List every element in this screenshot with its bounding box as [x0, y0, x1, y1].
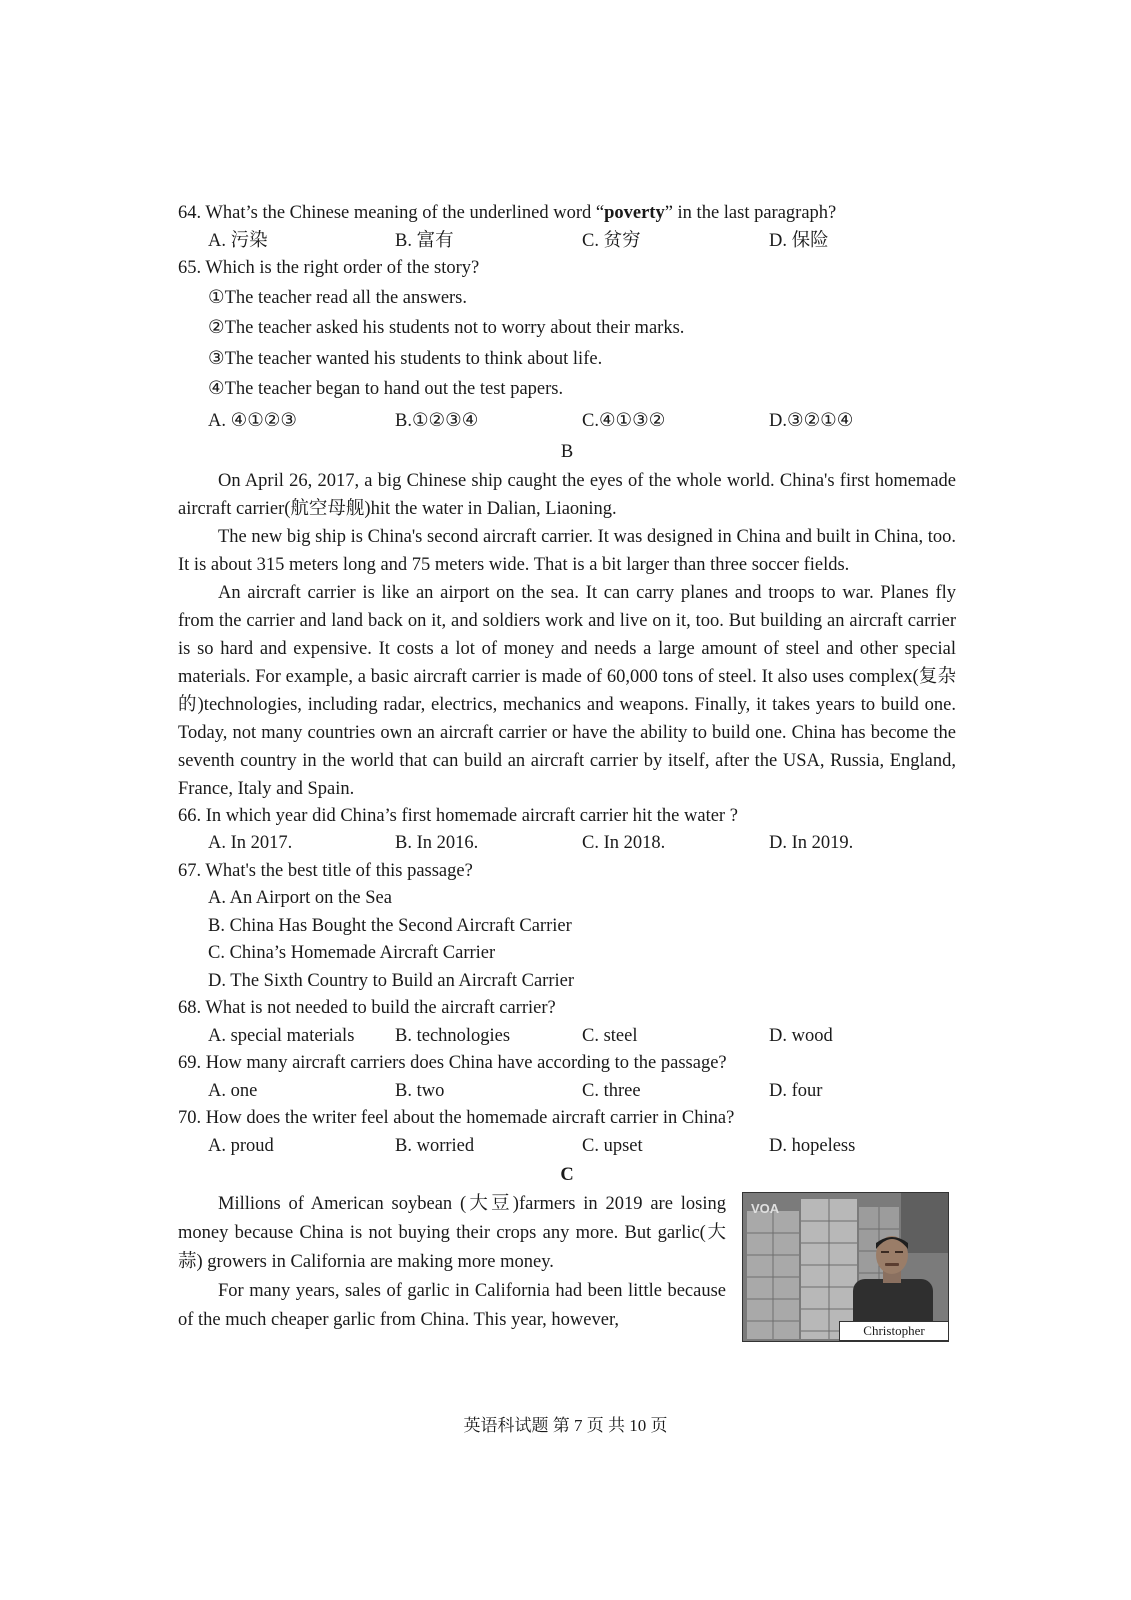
option-c[interactable]: C. In 2018. [582, 833, 666, 853]
exam-page [178, 200, 956, 1338]
option-a[interactable]: A. one [208, 1080, 258, 1101]
question-66: 66. In which year did China’s first homemade aircraft carrier hit the water ? [178, 805, 738, 826]
voa-logo: VOA [751, 1201, 780, 1216]
question-69-options [178, 1078, 956, 1106]
option-b[interactable]: B. China Has Bought the Second Aircraft Carrier [208, 915, 572, 936]
option-a[interactable]: A. 污染 [208, 230, 268, 251]
option-c[interactable]: C. China’s Homemade Aircraft Carrier [208, 943, 496, 963]
option-a[interactable]: A. In 2017. [208, 833, 293, 853]
question-67: 67. What's the best title of this passage? [178, 860, 473, 881]
option-a[interactable]: A. proud [208, 1135, 274, 1156]
list-item: ④The teacher began to hand out the test papers. [208, 379, 564, 399]
photo-caption: Christopher [839, 1321, 949, 1341]
option-a[interactable]: A. An Airport on the Sea [208, 888, 392, 908]
page-footer: 英语科试题 第 7 页 共 10 页 [463, 1416, 668, 1435]
option-d[interactable]: D. The Sixth Country to Build an Aircraft Carrier [208, 970, 574, 991]
option-d[interactable]: D.③②①④ [769, 410, 854, 431]
question-69: 69. How many aircraft carriers does China have according to the passage? [178, 1053, 727, 1073]
list-item: ②The teacher asked his students not to worry about their marks. [208, 318, 685, 338]
option-c[interactable]: C. steel [582, 1025, 638, 1046]
question-68-options [178, 1023, 956, 1051]
section-b-heading: B [560, 441, 574, 462]
option-b[interactable]: B. worried [395, 1135, 475, 1156]
option-b[interactable]: B.①②③④ [395, 410, 479, 431]
option-b[interactable]: B. 富有 [395, 230, 454, 251]
question-64: 64. What’s the Chinese meaning of the underlined word “poverty” in the last paragraph? [178, 203, 837, 223]
option-d[interactable]: D. 保险 [769, 230, 829, 251]
option-d[interactable]: D. four [769, 1080, 823, 1101]
option-b[interactable]: B. two [395, 1080, 445, 1101]
option-a[interactable]: A. ④①②③ [208, 410, 297, 431]
news-photo [742, 1192, 949, 1342]
question-67-options [178, 885, 956, 995]
section-c-heading: C [560, 1165, 574, 1185]
option-c[interactable]: C. three [582, 1080, 641, 1101]
question-65: 65. Which is the right order of the story? [178, 258, 480, 278]
option-a[interactable]: A. special materials [208, 1025, 355, 1046]
question-66-options [178, 830, 956, 858]
question-64-options [178, 228, 956, 256]
question-70-options [178, 1133, 956, 1161]
passage-paragraph: On April 26, 2017, a big Chinese ship caught the eyes of the whole world. China's first homemade aircraft carrier(航空母舰)hit the water in Dalian, Liaoning. [178, 470, 956, 519]
option-d[interactable]: D. hopeless [769, 1135, 856, 1156]
question-65-items [178, 283, 956, 405]
option-c[interactable]: C.④①③② [582, 410, 666, 431]
section-c-body [178, 1190, 956, 1338]
list-item: ①The teacher read all the answers. [208, 287, 468, 308]
underlined-word: poverty [604, 203, 665, 223]
option-d[interactable]: D. wood [769, 1025, 833, 1046]
passage-paragraph: For many years, sales of garlic in California had been little because of the much cheaper garlic from China. This year, however, [178, 1281, 726, 1330]
option-b[interactable]: B. In 2016. [395, 833, 479, 853]
passage-paragraph: The new big ship is China's second aircraft carrier. It was designed in China and built in China, too. It is about 315 meters long and 75 meters wide. That is a bit larger than three soccer fields. [178, 526, 956, 575]
question-65-options [178, 405, 956, 437]
option-b[interactable]: B. technologies [395, 1025, 511, 1046]
question-70: 70. How does the writer feel about the homemade aircraft carrier in China? [178, 1108, 735, 1128]
question-68: 68. What is not needed to build the aircraft carrier? [178, 998, 556, 1018]
passage-paragraph: Millions of American soybean (大豆)farmers in 2019 are losing money because China is not buying their crops any more. But garlic(大蒜) growers in California are making more money. [178, 1194, 726, 1272]
option-d[interactable]: D. In 2019. [769, 833, 854, 853]
list-item: ③The teacher wanted his students to think about life. [208, 348, 603, 369]
option-c[interactable]: C. 贫穷 [582, 230, 641, 251]
passage-paragraph: An aircraft carrier is like an airport on the sea. It can carry planes and troops to war. Planes fly from the carrier and land back on it, and soldiers work and live on it, too. But building an aircraft carrier is so hard and expensive. It costs a lot of money and needs a large amount of steel and other special materials. For example, a basic aircraft carrier is made of 60,000 tons of steel. It also uses complex(复杂的)technologies, including radar, electrics, mechanics and weapons. Finally, it takes years to build one. Today, not many countries own an aircraft carrier or have the ability to build one. China has become the seventh country in the world that can build an aircraft carrier by itself, after the USA, Russia, England, France, Italy and Spain. [178, 582, 956, 799]
option-c[interactable]: C. upset [582, 1135, 643, 1156]
